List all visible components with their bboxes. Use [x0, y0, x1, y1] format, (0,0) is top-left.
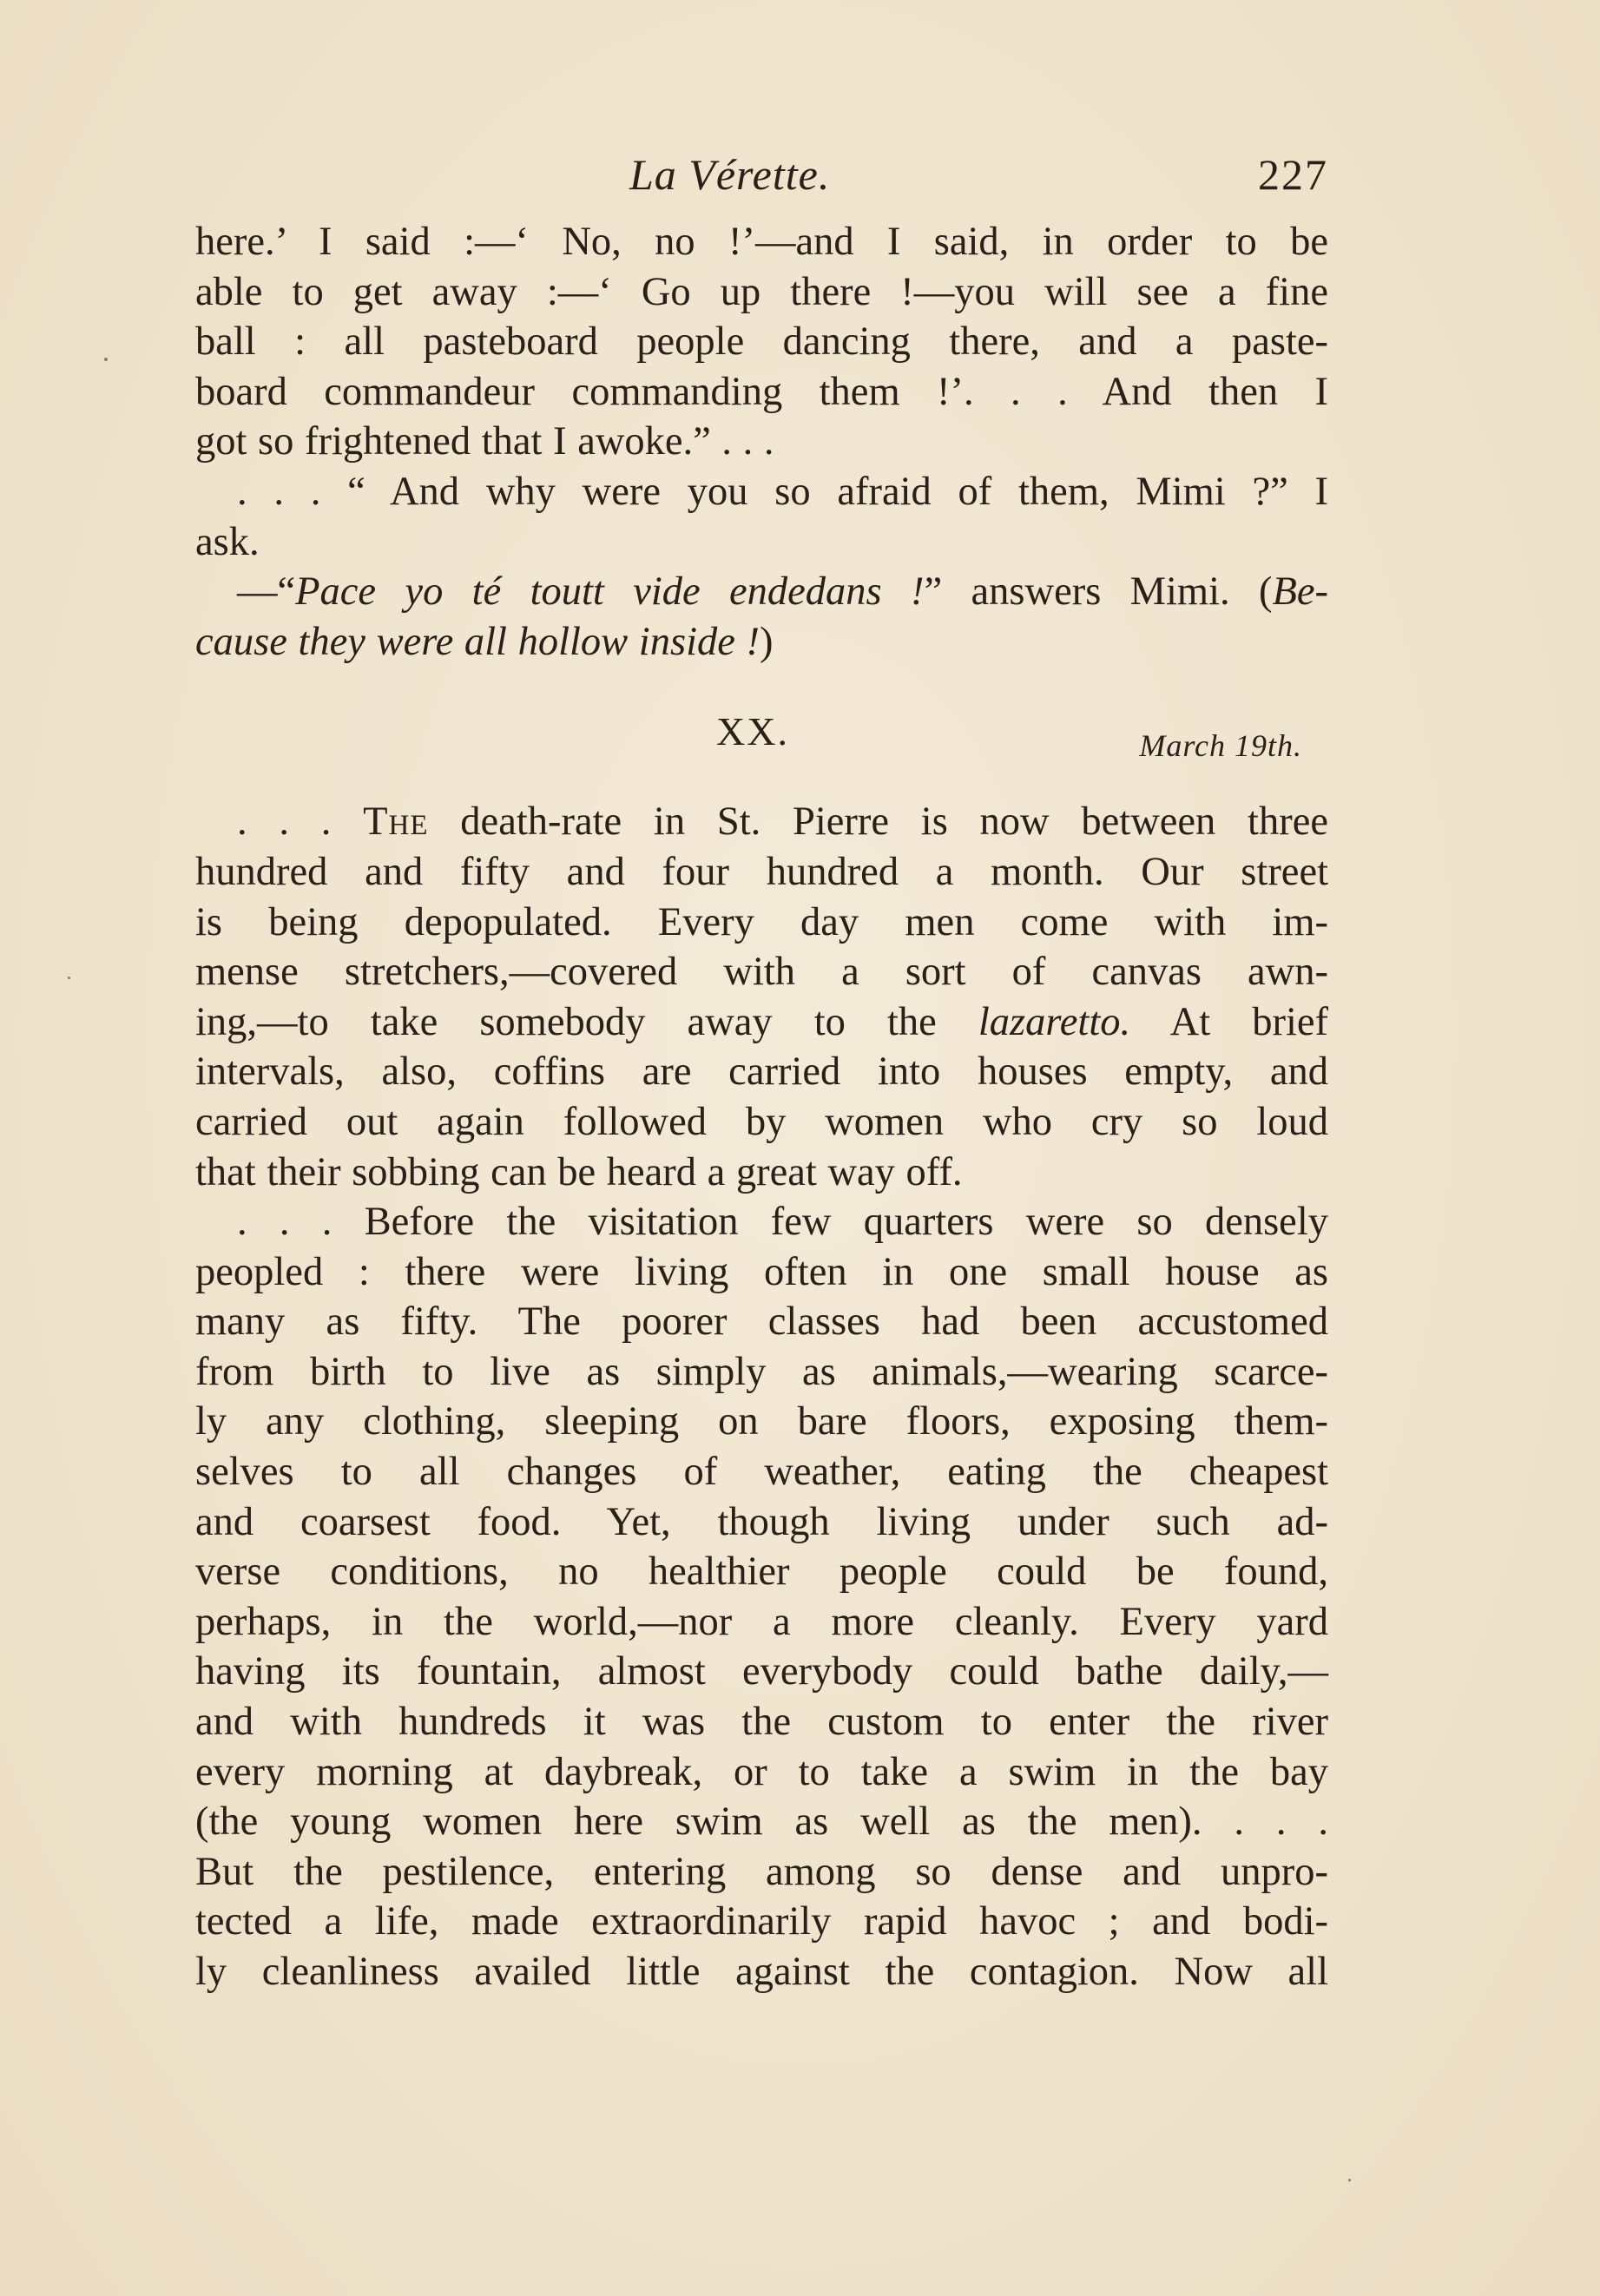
translation-part: cause they were all hollow inside ! — [195, 619, 760, 664]
paragraph-visitation — [195, 1197, 1328, 1997]
text-line — [195, 797, 1328, 847]
text-line: mense stretchers,—covered with a sort of canvas awn- — [195, 950, 1328, 995]
close-quote: ” — [924, 569, 943, 615]
text-line: board commandeur commanding them !’. . . And then I — [195, 369, 1328, 414]
paragraph-answer — [195, 567, 1328, 667]
text-line: many as fifty. The poorer classes had been accustomed — [195, 1299, 1328, 1345]
text-line — [195, 567, 1328, 617]
close-paren: ) — [759, 619, 774, 664]
dash-quote: —“ — [237, 569, 296, 615]
text-line: here.’ I said :—‘ No, no !’—and I said, in order to be — [195, 220, 1328, 264]
section-number: XX. — [716, 709, 789, 754]
text-line: tected a life, made extraordinarily rapid havoc ; and bodi- — [195, 1899, 1328, 1944]
text-line: . . . “ And why were you so afraid of them, Mimi ?” I — [237, 469, 1328, 514]
lazaretto-word: lazaretto. — [978, 999, 1131, 1044]
paper-speck — [68, 977, 70, 979]
paper-speck — [1348, 2179, 1351, 2181]
text-line: ball : all pasteboard people dancing there, and a paste- — [195, 319, 1328, 365]
text-line: perhaps, in the world,—nor a more cleanly. Every yard — [195, 1599, 1328, 1644]
page-number: 227 — [1258, 150, 1328, 199]
paragraph-death-rate — [195, 797, 1328, 1197]
text-line: . . . Before the visitation few quarters were so densely — [237, 1200, 1328, 1245]
text-line: having its fountain, almost everybody could bathe daily,— — [195, 1649, 1328, 1694]
text-line: (the young women here swim as well as the men). . . . — [195, 1799, 1328, 1845]
attribution: answers Mimi. ( — [942, 569, 1273, 615]
text-line: But the pestilence, entering among so dense and unpro- — [195, 1849, 1328, 1894]
creole-quote: Pace yo té toutt vide endedans ! — [295, 569, 925, 615]
first-word: The — [363, 799, 429, 845]
text-line — [195, 997, 1328, 1048]
text-line: verse conditions, no healthier people could be found, — [195, 1549, 1328, 1595]
text-line: got so frightened that I awoke.” . . . — [195, 419, 774, 464]
text-line: ask. — [195, 519, 260, 564]
text-line: carried out again followed by women who cry so loud — [195, 1099, 1328, 1144]
section-heading — [195, 693, 1328, 797]
line-part: At brief — [1130, 999, 1328, 1044]
ellipsis-lead: . . . — [237, 799, 364, 845]
running-head — [195, 130, 1328, 217]
text-line: ly cleanliness availed little against the contagion. Now all — [195, 1950, 1328, 1994]
text-line: intervals, also, coffins are carried into houses empty, and — [195, 1049, 1328, 1095]
paper-speck — [104, 358, 108, 361]
text-line — [195, 617, 1328, 668]
text-line: that their sobbing can be heard a great way off. — [195, 1149, 963, 1194]
text-line: every morning at daybreak, or to take a swim in the bay — [195, 1749, 1328, 1794]
line-part: ing,—to take somebody away to the — [195, 999, 978, 1044]
translation-part: Be- — [1272, 569, 1328, 615]
text-line: is being depopulated. Every day men come with im- — [195, 899, 1328, 944]
text-line: selves to all changes of weather, eating the cheapest — [195, 1450, 1328, 1495]
section-date: March 19th. — [1139, 728, 1302, 764]
paragraph-dream-ending — [195, 217, 1328, 467]
book-page — [195, 130, 1328, 1997]
text-line: ly any clothing, sleeping on bare floors, exposing them- — [195, 1399, 1328, 1444]
text-line: hundred and fifty and four hundred a month. Our street — [195, 849, 1328, 894]
line-rest: death-rate in St. Pierre is now between three — [428, 799, 1328, 845]
text-line: and coarsest food. Yet, though living under such ad- — [195, 1499, 1328, 1544]
text-line: from birth to live as simply as animals,—wearing scarce- — [195, 1349, 1328, 1394]
running-title: La Vérette. — [629, 150, 831, 199]
text-line: peopled : there were living often in one small house as — [195, 1249, 1328, 1294]
paragraph-question — [195, 467, 1328, 567]
text-line: able to get away :—‘ Go up there !—you will see a fine — [195, 269, 1328, 314]
text-line: and with hundreds it was the custom to enter the river — [195, 1700, 1328, 1745]
